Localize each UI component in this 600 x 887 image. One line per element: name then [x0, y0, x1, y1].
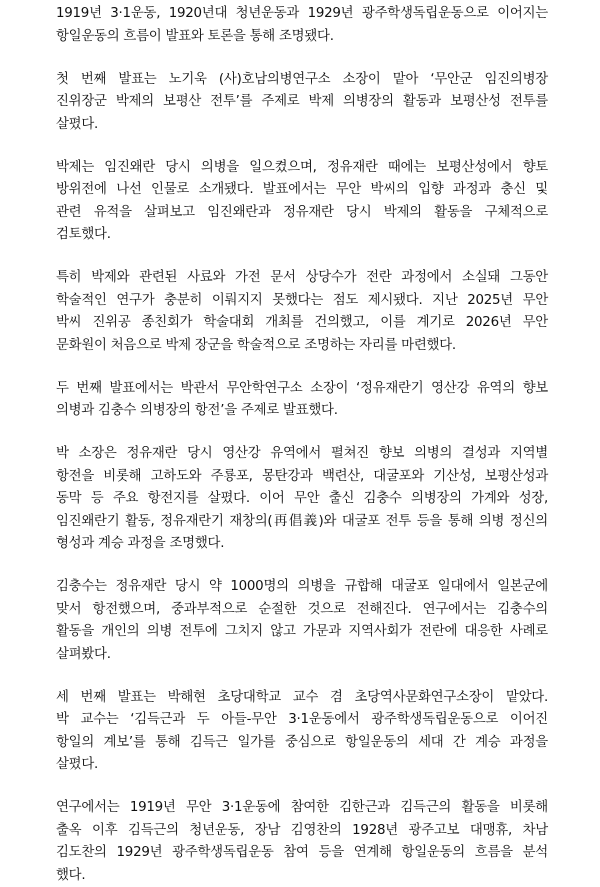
text-line: 항일의 계보’를 통해 김득근 일가를 중심으로 항일운동의 세대 간 계승 과정을: [56, 732, 548, 755]
text-line: 박제는 임진왜란 당시 의병을 일으켰으며, 정유재란 때에는 보평산성에서 향토: [56, 157, 548, 180]
paragraph-gap: [56, 423, 548, 444]
text-line: 살펴봤다.: [56, 644, 548, 667]
text-line: 동막 등 주요 항전지를 살폈다. 이어 무안 출신 김충수 의병장의 가계와 성장,: [56, 488, 548, 511]
text-line: 맞서 항전했으며, 중과부적으로 순절한 것으로 전해진다. 연구에서는 김충수의: [56, 599, 548, 622]
text-line: 김충수는 정유재란 당시 약 1000명의 의병을 규합해 대굴포 일대에서 일본군에: [56, 576, 548, 599]
paragraph-gap: [56, 666, 548, 687]
paragraph-gap: [56, 48, 548, 69]
text-line: 출옥 이후 김득근의 청년운동, 장남 김영찬의 1928년 광주고보 대맹휴, 차남: [56, 820, 548, 843]
text-line: 방위전에 나선 인물로 소개됐다. 발표에서는 무안 박씨의 입향 과정과 충신 및: [56, 179, 548, 202]
text-line: 세 번째 발표는 박해현 초당대학교 교수 겸 초당역사문화연구소장이 맡았다.: [56, 687, 548, 710]
text-line: 김도찬의 1929년 광주학생독립운동 참여 등을 연계해 항일운동의 흐름을 분석: [56, 842, 548, 865]
text-line: 두 번째 발표에서는 박관서 무안학연구소 소장이 ‘정유재란기 영산강 유역의 향보: [56, 378, 548, 401]
text-line: 학술적인 연구가 충분히 이뤄지지 못했다는 점도 제시됐다. 지난 2025년 무안: [56, 290, 548, 313]
text-line: 진위장군 박제의 보평산 전투’를 주제로 박제 의병장의 활동과 보평산성 전투를: [56, 91, 548, 114]
paragraph-gap: [56, 556, 548, 577]
text-line: 박 교수는 ‘김득근과 두 아들-무안 3·1운동에서 광주학생독립운동으로 이어진: [56, 709, 548, 732]
paragraph: [56, 69, 548, 137]
paragraph: [56, 267, 548, 357]
text-line: 살폈다.: [56, 754, 548, 777]
paragraph-gap: [56, 777, 548, 798]
text-line: 항전을 비롯해 고하도와 주룡포, 몽탄강과 백련산, 대굴포와 기산성, 보평산성과: [56, 466, 548, 489]
text-line: 특히 박제와 관련된 사료와 가전 문서 상당수가 전란 과정에서 소실돼 그동안: [56, 267, 548, 290]
text-line: 첫 번째 발표는 노기욱 (사)호남의병연구소 소장이 맡아 ‘무안군 임진의병장: [56, 69, 548, 92]
text-line: 검토했다.: [56, 224, 548, 247]
text-line: 했다.: [56, 865, 548, 887]
paragraph: [56, 157, 548, 247]
paragraph: [56, 797, 548, 887]
paragraph: [56, 443, 548, 556]
text-line: 연구에서는 1919년 무안 3·1운동에 참여한 김한근과 김득근의 활동을 비롯해: [56, 797, 548, 820]
paragraph-gap: [56, 357, 548, 378]
paragraph: [56, 378, 548, 423]
text-line: 형성과 계승 과정을 조명했다.: [56, 533, 548, 556]
paragraph-list: [56, 3, 548, 887]
text-line: 박씨 진위공 종친회가 학술대회 개최를 건의했고, 이를 계기로 2026년 무안: [56, 312, 548, 335]
text-line: 문화원이 처음으로 박제 장군을 학술적으로 조명하는 자리를 마련했다.: [56, 335, 548, 358]
text-line: 관련 유적을 살펴보고 임진왜란과 정유재란 당시 박제의 활동을 구체적으로: [56, 202, 548, 225]
paragraph-gap: [56, 247, 548, 268]
paragraph: [56, 687, 548, 777]
text-line: 임진왜란기 활동, 정유재란기 재창의(再倡義)와 대굴포 전투 등을 통해 의병 정신의: [56, 511, 548, 534]
text-line: 박 소장은 정유재란 당시 영산강 유역에서 펼쳐진 향보 의병의 결성과 지역별: [56, 443, 548, 466]
paragraph-gap: [56, 136, 548, 157]
text-line: 의병과 김충수 의병장의 항전’을 주제로 발표했다.: [56, 400, 548, 423]
text-line: 살폈다.: [56, 114, 548, 137]
text-line: 활동을 개인의 의병 전투에 그치지 않고 가문과 지역사회가 전란에 대응한 사례로: [56, 621, 548, 644]
text-line: 항일운동의 흐름이 발표와 토론을 통해 조명됐다.: [56, 26, 548, 49]
paragraph: [56, 3, 548, 48]
text-line: 1919년 3·1운동, 1920년대 청년운동과 1929년 광주학생독립운동으로 이어지는: [56, 3, 548, 26]
paragraph: [56, 576, 548, 666]
